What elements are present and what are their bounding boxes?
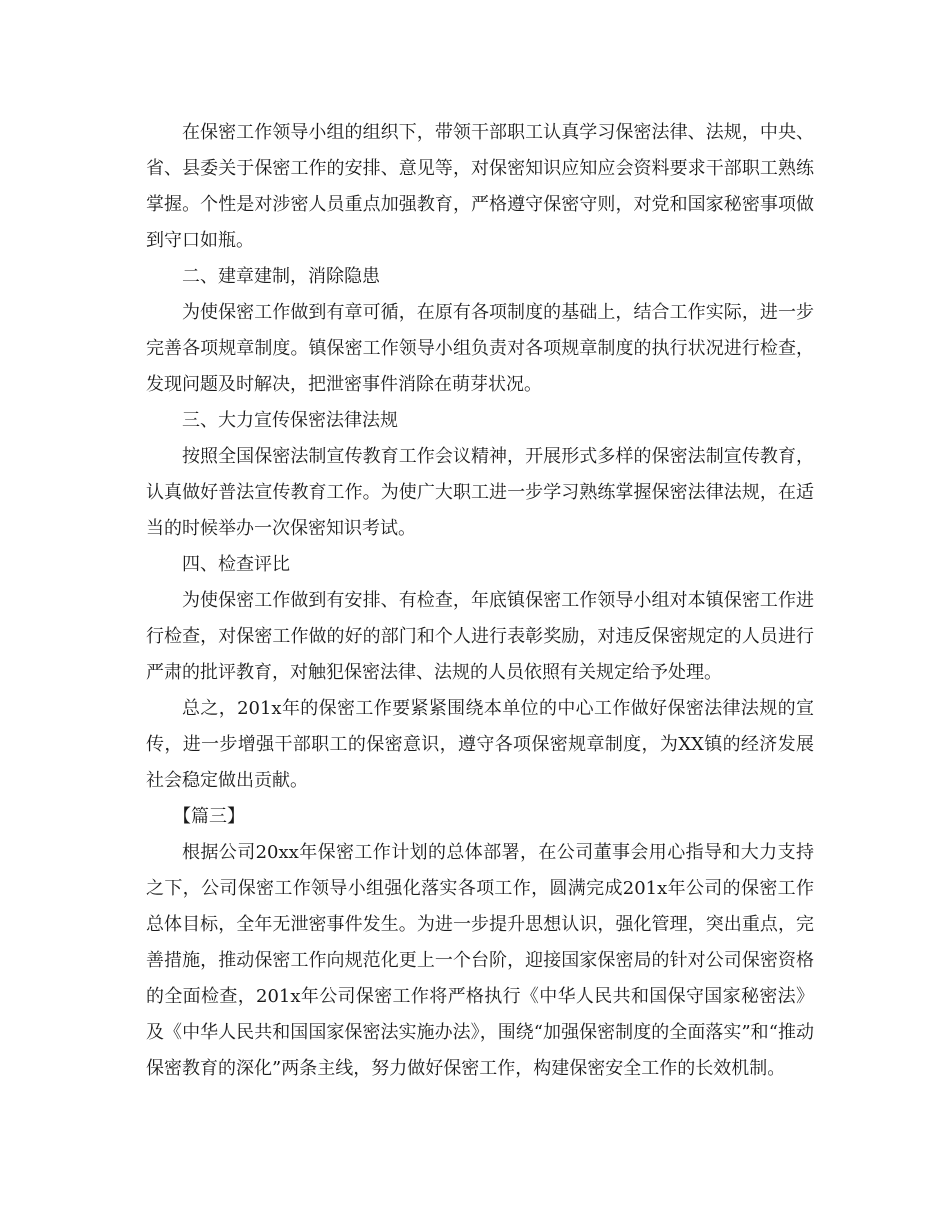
paragraph-secrecy-study: 在保密工作领导小组的组织下，带领干部职工认真学习保密法律、法规，中央、省、县委关于保密工作的安排、意见等，对保密知识应知应会资料要求干部职工熟练掌握。个性是对涉密人员重点加强教育，严格遵守保密守则，对党和国家秘密事项做到守口如瓶。	[146, 122, 814, 251]
document-body	[146, 115, 814, 1087]
paragraph-publicity: 按照全国保密法制宣传教育工作会议精神，开展形式多样的保密法制宣传教育，认真做好普法宣传教育工作。为使广大职工进一步学习熟练掌握保密法律法规，在适当的时候举办一次保密知识考试。	[146, 446, 814, 539]
section-marker-part-three: 【篇三】	[173, 806, 245, 827]
paragraph-company-plan: 根据公司20xx年保密工作计划的总体部署，在公司董事会用心指导和大力支持之下，公司保密工作领导小组强化落实各项工作，圆满完成201x年公司的保密工作总体目标，全年无泄密事件发生。为进一步提升思想认识，强化管理，突出重点，完善措施，推动保密工作向规范化更上一个台阶，迎接国家保密局的针对公司保密资格的全面检查，201x年公司保密工作将严格执行《中华人民共和国保守国家秘密法》及《中华人民共和国国家保密法实施办法》，围绕“加强保密制度的全面落实”和“推动保密教育的深化”两条主线，努力做好保密工作，构建保密安全工作的长效机制。	[146, 842, 814, 1079]
heading-inspection: 四、检查评比	[182, 554, 290, 575]
paragraph-summary: 总之，201x年的保密工作要紧紧围绕本单位的中心工作做好保密法律法规的宣传，进一步增强干部职工的保密意识，遵守各项保密规章制度，为XX镇的经济发展社会稳定做出贡献。	[146, 698, 814, 791]
paragraph-inspection: 为使保密工作做到有安排、有检查，年底镇保密工作领导小组对本镇保密工作进行检查，对保密工作做的好的部门和个人进行表彰奖励，对违反保密规定的人员进行严肃的批评教育，对触犯保密法律、法规的人员依照有关规定给予处理。	[146, 590, 814, 683]
heading-publicity: 三、大力宣传保密法律法规	[182, 410, 398, 431]
paragraph-rules-system: 为使保密工作做到有章可循，在原有各项制度的基础上，结合工作实际，进一步完善各项规章制度。镇保密工作领导小组负责对各项规章制度的执行状况进行检查，发现问题及时解决，把泄密事件消除在萌芽状况。	[146, 302, 814, 395]
heading-rules-system: 二、建章建制，消除隐患	[182, 266, 380, 287]
